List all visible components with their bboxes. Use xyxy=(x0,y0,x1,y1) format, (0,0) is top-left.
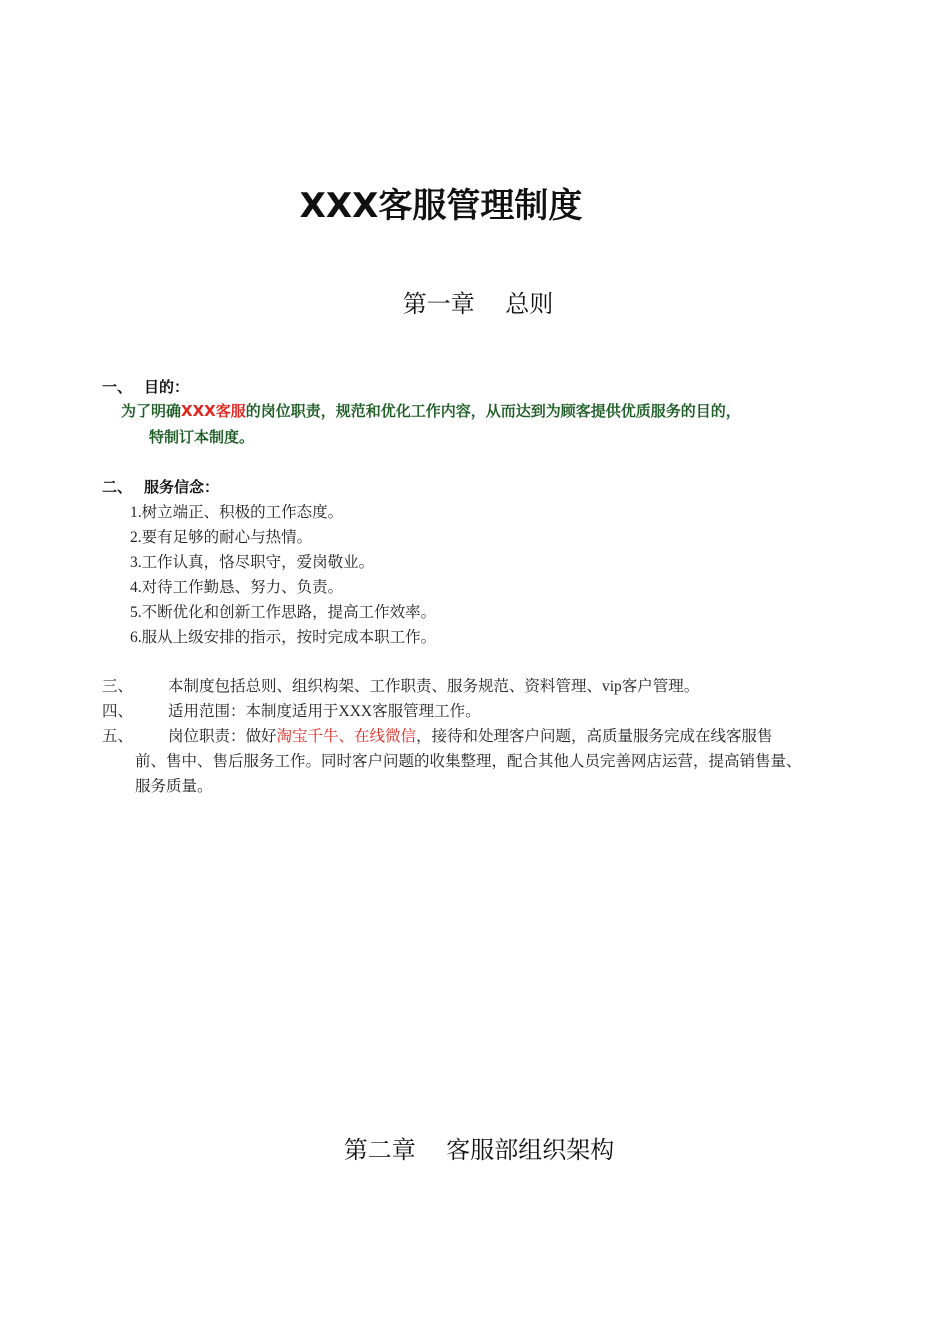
section-1-title: 目的： xyxy=(144,378,190,396)
purpose-text-a: 为了明确 xyxy=(121,402,182,420)
belief-item: 6.服从上级安排的指示，按时完成本职工作。 xyxy=(130,629,437,646)
section-1-number: 一、 xyxy=(102,378,133,396)
chapter-1-heading: 第一章 总则 xyxy=(402,290,554,318)
section-5-text-a: 岗位职责：做好 xyxy=(168,728,277,745)
purpose-text-b: 的岗位职责，规范和优化工作内容，从而达到为顾客提供优质服务的目的， xyxy=(245,402,741,420)
document-title: XXX客服管理制度 xyxy=(299,186,583,226)
section-2-heading xyxy=(102,476,219,497)
section-3-number: 三、 xyxy=(102,678,134,695)
section-1-body xyxy=(121,398,841,450)
purpose-company-name: XXX客服 xyxy=(181,402,246,420)
section-2-number: 二、 xyxy=(102,478,133,496)
chapter-2-heading: 第二章 客服部组织架构 xyxy=(343,1136,615,1164)
section-5 xyxy=(102,724,822,799)
belief-item: 3.工作认真，恪尽职守，爱岗敬业。 xyxy=(130,554,375,571)
section-3-text: 本制度包括总则、组织构架、工作职责、服务规范、资料管理、vip客户管理。 xyxy=(168,678,700,695)
section-4-text: 适用范围：本制度适用于XXX客服管理工作。 xyxy=(168,703,481,720)
section-5-text-b: ，接待和处理客户问题，高质量服务完成在线客服售 xyxy=(416,728,773,745)
belief-item: 4.对待工作勤恳、努力、负责。 xyxy=(130,579,344,596)
belief-item: 5.不断优化和创新工作思路，提高工作效率。 xyxy=(130,604,437,621)
section-5-text-d: 服务质量。 xyxy=(135,778,213,795)
section-1-heading xyxy=(102,376,189,397)
section-3 xyxy=(102,674,822,699)
belief-item: 2.要有足够的耐心与热情。 xyxy=(130,529,313,546)
purpose-text-c: 特制订本制度。 xyxy=(149,428,255,446)
section-5-platforms: 淘宝千牛、在线微信 xyxy=(276,728,417,745)
section-4 xyxy=(102,699,822,724)
section-4-number: 四、 xyxy=(102,703,134,720)
section-5-number: 五、 xyxy=(102,728,134,745)
belief-item: 1.树立端正、积极的工作态度。 xyxy=(130,504,344,521)
section-2-title: 服务信念： xyxy=(144,478,220,496)
section-5-text-c: 前、售中、售后服务工作。同时客户问题的收集整理，配合其他人员完善网店运营，提高销售量、 xyxy=(135,753,802,770)
